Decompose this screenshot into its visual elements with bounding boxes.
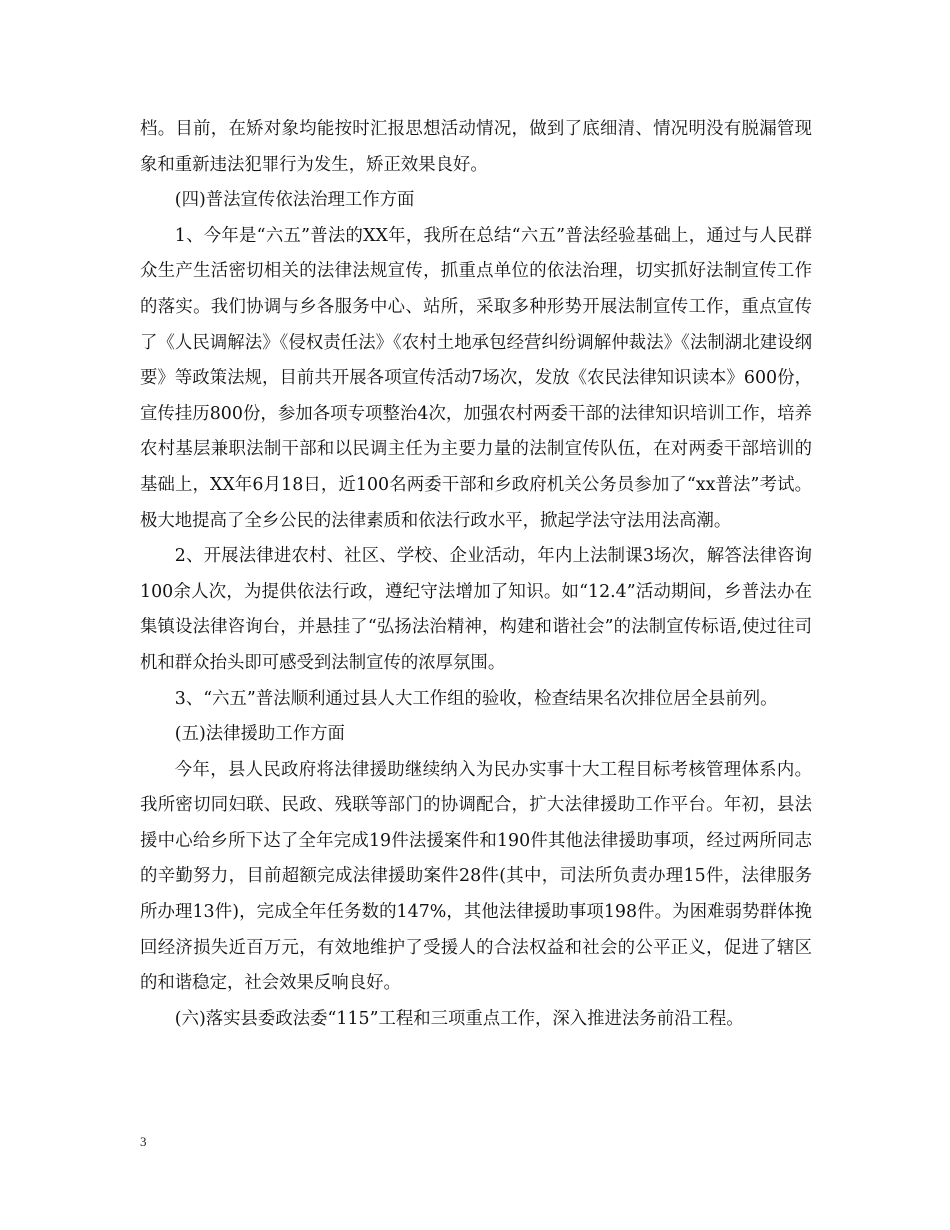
paragraph-legal-publicity-2: 2、开展法律进农村、社区、学校、企业活动，年内上法制课3场次，解答法律咨询100余人次，为提供依法行政，遵纪守法增加了知识。如“12.4”活动期间，乡普法办在集镇设法律咨询台，并悬挂了“弘扬法治精神，构建和谐社会”的法制宣传标语,使过往司机和群众抬头即可感受到法制宣传的浓厚氛围。: [140, 546, 812, 673]
paragraph-continuation: 档。目前，在矫对象均能按时汇报思想活动情况，做到了底细清、情况明没有脱漏管现象和重新违法犯罪行为发生，矫正效果良好。: [140, 119, 812, 175]
section-heading-115-project: (六)落实县委政法委“115”工程和三项重点工作，深入推进法务前沿工程。: [174, 1008, 744, 1029]
section-heading-legal-publicity: (四)普法宣传依法治理工作方面: [174, 190, 415, 211]
paragraph-legal-publicity-1: 1、今年是“六五”普法的XX年，我所在总结“六五”普法经验基础上，通过与人民群众生产生活密切相关的法律法规宣传，抓重点单位的依法治理，切实抓好法制宣传工作的落实。我们协调与乡各服务中心、站所，采取多种形势开展法制宣传工作，重点宣传了《人民调解法》《侵权责任法》《农村土地承包经营纠纷调解仲裁法》《法制湖北建设纲要》等政策法规，目前共开展各项宣传活动7场次，发放《农民法律知识读本》600份，宣传挂历800份，参加各项专项整治4次，加强农村两委干部的法律知识培训工作，培养农村基层兼职法制干部和以民调主任为主要力量的法制宣传队伍，在对两委干部培训的基础上，XX年6月18日，近100名两委干部和乡政府机关公务员参加了“xx普法”考试。极大地提高了全乡公民的法律素质和依法行政水平，掀起学法守法用法高潮。: [140, 225, 812, 531]
paragraph-legal-aid: 今年，县人民政府将法律援助继续纳入为民办实事十大工程目标考核管理体系内。我所密切同妇联、民政、残联等部门的协调配合，扩大法律援助工作平台。年初，县法援中心给乡所下达了全年完成19件法援案件和190件其他法律援助事项，经过两所同志的辛勤努力，目前超额完成法律援助案件28件(其中，司法所负责办理15件，法律服务所办理13件)，完成全年任务数的147%，其他法律援助事项198件。为困难弱势群体挽回经济损失近百万元，有效地维护了受援人的合法权益和社会的公平正义，促进了辖区的和谐稳定，社会效果反响良好。: [140, 759, 812, 994]
paragraph-legal-publicity-3: 3、“六五”普法顺利通过县人大工作组的验收，检查结果名次排位居全县前列。: [174, 688, 778, 709]
section-heading-legal-aid: (五)法律援助工作方面: [174, 724, 345, 745]
document-body: [140, 112, 812, 1037]
page-number: 3: [140, 1134, 147, 1149]
